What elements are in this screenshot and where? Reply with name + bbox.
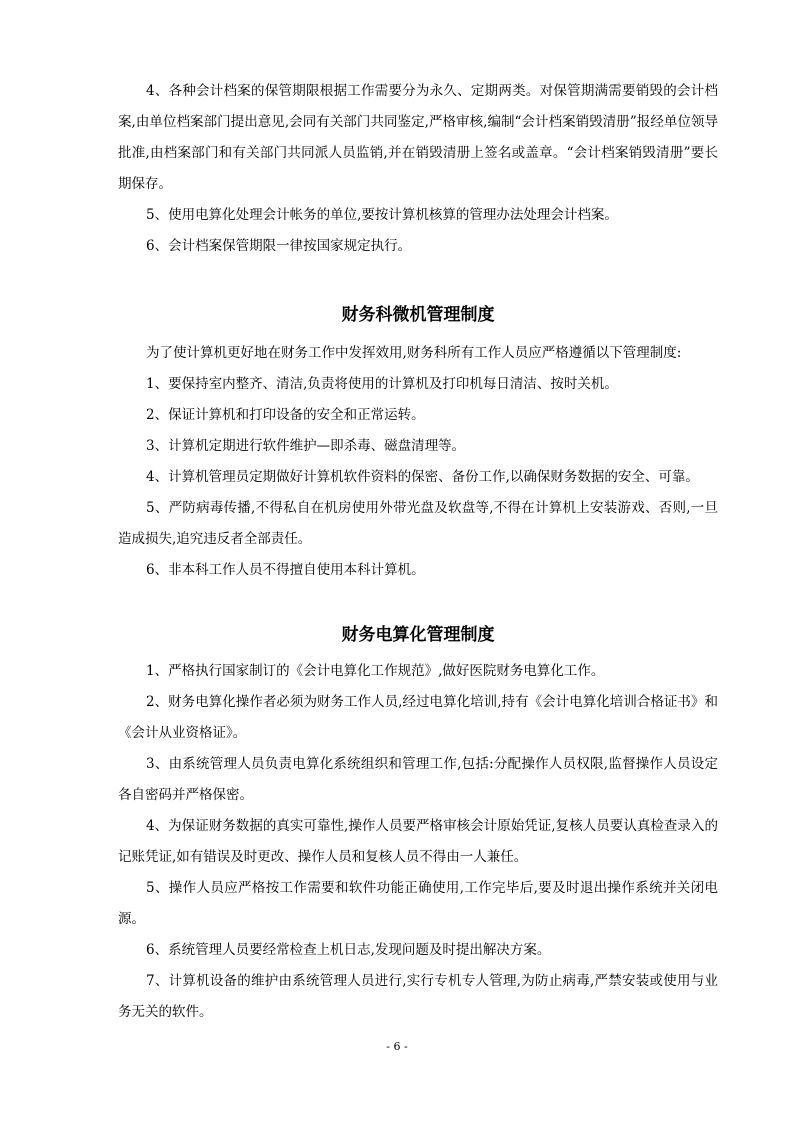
paragraph: 2、保证计算机和打印设备的安全和正常运转。	[146, 407, 425, 423]
paragraph: 5、使用电算化处理会计帐务的单位,要按计算机核算的管理办法处理会计档案。	[146, 207, 618, 223]
electronic-accounting-body	[118, 656, 718, 1028]
section-title: 财务科微机管理制度	[341, 305, 495, 325]
paragraph: 3、由系统管理人员负责电算化系统组织和管理工作,包括:分配操作人员权限,监督操作人员设定各自密码并严格保密。	[118, 756, 718, 803]
paragraph: 4、为保证财务数据的真实可靠性,操作人员要严格审核会计原始凭证,复核人员要认真检查录入的记账凭证,如有错误及时更改、操作人员和复核人员不得由一人兼任。	[118, 818, 718, 865]
section-title: 财务电算化管理制度	[341, 625, 495, 645]
computer-management-body	[118, 338, 718, 586]
paragraph: 为了使计算机更好地在财务工作中发挥效用,财务科所有工作人员应严格遵循以下管理制度:	[146, 345, 682, 361]
paragraph: 3、计算机定期进行软件维护—即杀毒、磁盘清理等。	[146, 438, 466, 454]
paragraph: 4、各种会计档案的保管期限根据工作需要分为永久、定期两类。对保管期满需要销毁的会计档案,由单位档案部门提出意见,会同有关部门共同鉴定,严格审核,编制“会计档案销毁清册”报经单位领导批准,由档案部门和有关部门共同派人员监销,并在销毁清册上签名或盖章。“会计档案销毁清册”要长期保存。	[118, 83, 718, 192]
paragraph: 4、计算机管理员定期做好计算机软件资料的保密、备份工作,以确保财务数据的安全、可靠。	[146, 469, 699, 485]
paragraph: 2、财务电算化操作者必须为财务工作人员,经过电算化培训,持有《会计电算化培训合格证书》和《会计从业资格证》。	[118, 694, 718, 741]
paragraph: 5、严防病毒传播,不得私自在机房使用外带光盘及软盘等,不得在计算机上安装游戏、否则,一旦造成损失,追究违反者全部责任。	[118, 500, 718, 547]
paragraph: 6、系统管理人员要经常检查上机日志,发现问题及时提出解决方案。	[146, 942, 551, 958]
paragraph: 1、严格执行国家制订的《会计电算化工作规范》,做好医院财务电算化工作。	[146, 663, 605, 679]
paragraph: 5、操作人员应严格按工作需要和软件功能正确使用,工作完毕后,要及时退出操作系统并关闭电源。	[118, 880, 718, 927]
archive-rules-continued	[118, 76, 718, 262]
electronic-accounting-section	[118, 620, 718, 650]
paragraph: 6、会计档案保管期限一律按国家规定执行。	[146, 238, 412, 254]
paragraph: 7、计算机设备的维护由系统管理人员进行,实行专机专人管理,为防止病毒,严禁安装或使用与业务无关的软件。	[118, 973, 718, 1020]
paragraph: 1、要保持室内整齐、清洁,负责将使用的计算机及打印机每日清洁、按时关机。	[146, 376, 618, 392]
computer-management-section	[118, 300, 718, 330]
paragraph: 6、非本科工作人员不得擅自使用本科计算机。	[146, 562, 425, 578]
page-number: - 6 -	[386, 1040, 408, 1053]
